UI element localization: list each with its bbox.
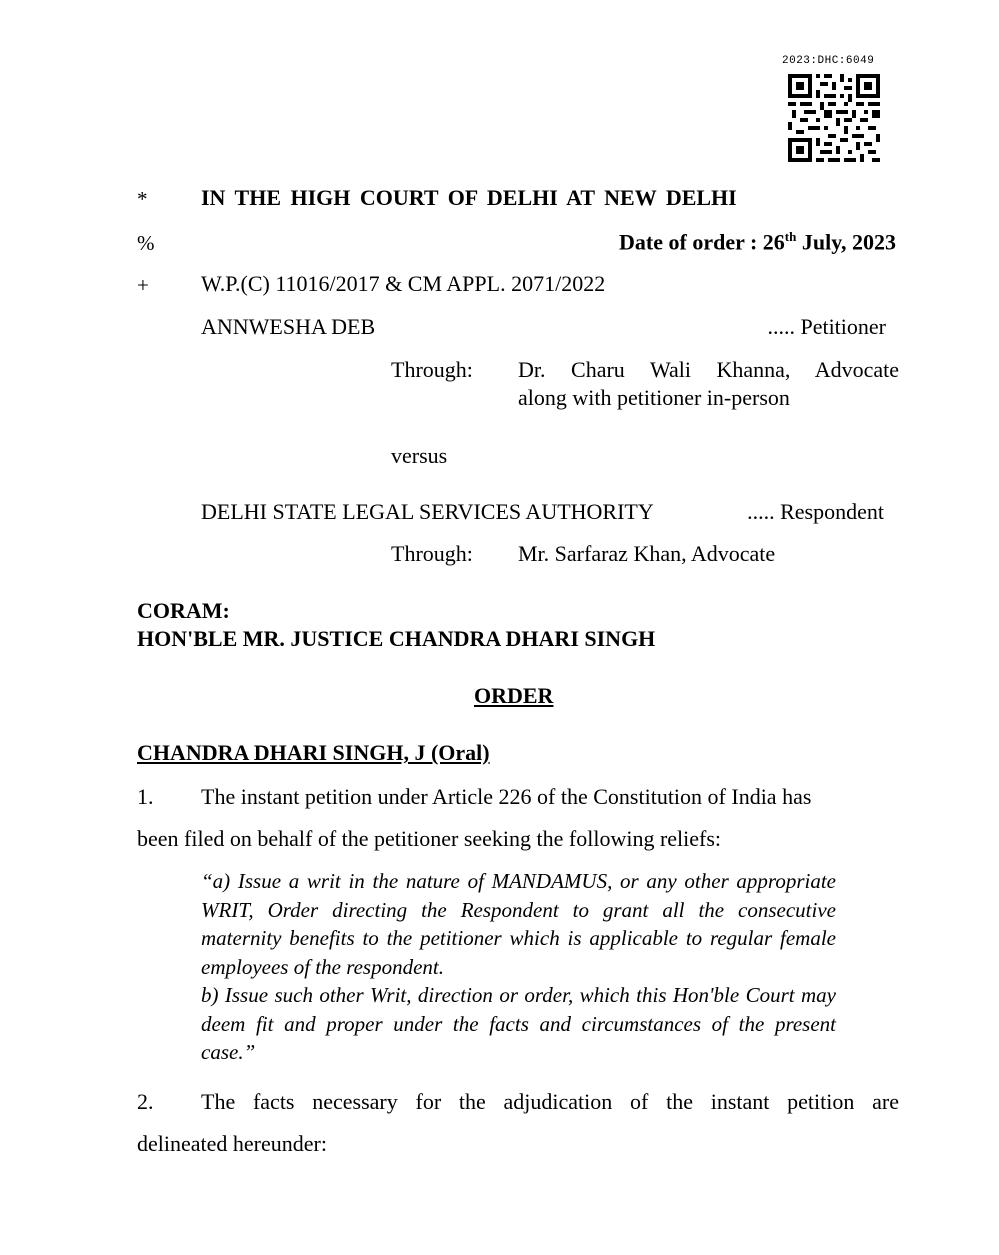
star-marker: * <box>137 187 148 211</box>
plus-marker: + <box>137 273 149 297</box>
quoted-reliefs <box>201 867 836 1067</box>
order-date <box>619 229 896 255</box>
order-date-rest: July, 2023 <box>796 229 896 255</box>
court-title: IN THE HIGH COURT OF DELHI AT NEW DELHI <box>201 185 737 210</box>
qr-code <box>788 74 880 162</box>
paragraph-1-line2: been filed on behalf of the petitioner seeking the following reliefs: <box>137 826 722 851</box>
paragraph-2-number: 2. <box>137 1089 154 1114</box>
coram-label: CORAM: <box>137 598 230 623</box>
paragraph-2-line1: The facts necessary for the adjudication of the instant petition are <box>201 1089 899 1114</box>
order-title: ORDER <box>474 683 554 708</box>
paragraph-1-number: 1. <box>137 784 154 809</box>
coram-judge: HON'BLE MR. JUSTICE CHANDRA DHARI SINGH <box>137 626 656 651</box>
judge-oral-heading: CHANDRA DHARI SINGH, J (Oral) <box>137 740 490 765</box>
percent-marker: % <box>137 231 155 255</box>
petitioner-role: ..... Petitioner <box>767 314 886 339</box>
petitioner-name: ANNWESHA DEB <box>201 314 376 339</box>
respondent-role: ..... Respondent <box>747 499 884 524</box>
paragraph-1-line1: The instant petition under Article 226 of the Constitution of India has <box>201 784 812 809</box>
versus-label: versus <box>391 443 448 468</box>
respondent-name: DELHI STATE LEGAL SERVICES AUTHORITY <box>201 499 654 524</box>
case-number: W.P.(C) 11016/2017 & CM APPL. 2071/2022 <box>201 271 606 296</box>
citation-code: 2023:DHC:6049 <box>782 55 875 67</box>
quote-relief-b: b) Issue such other Writ, direction or order, which this Hon'ble Court may deem fit and proper under the facts and circumstances of the present case.” <box>201 983 836 1064</box>
paragraph-2-line2: delineated hereunder: <box>137 1131 327 1156</box>
petitioner-counsel-line2: along with petitioner in-person <box>518 385 790 410</box>
quote-relief-a: “a) Issue a writ in the nature of MANDAMUS, or any other appropriate WRIT, Order directing the Respondent to grant all the consecutive maternity benefits to the petitioner which is applicable to regular female employees of the respondent. <box>201 869 836 979</box>
order-date-sup: th <box>784 229 797 244</box>
petitioner-counsel-line1: Dr. Charu Wali Khanna, Advocate <box>518 357 899 382</box>
respondent-counsel: Mr. Sarfaraz Khan, Advocate <box>518 541 776 566</box>
order-date-label: Date of order : 26 <box>619 229 785 255</box>
through-label-respondent: Through: <box>391 541 473 566</box>
through-label-petitioner: Through: <box>391 357 473 382</box>
